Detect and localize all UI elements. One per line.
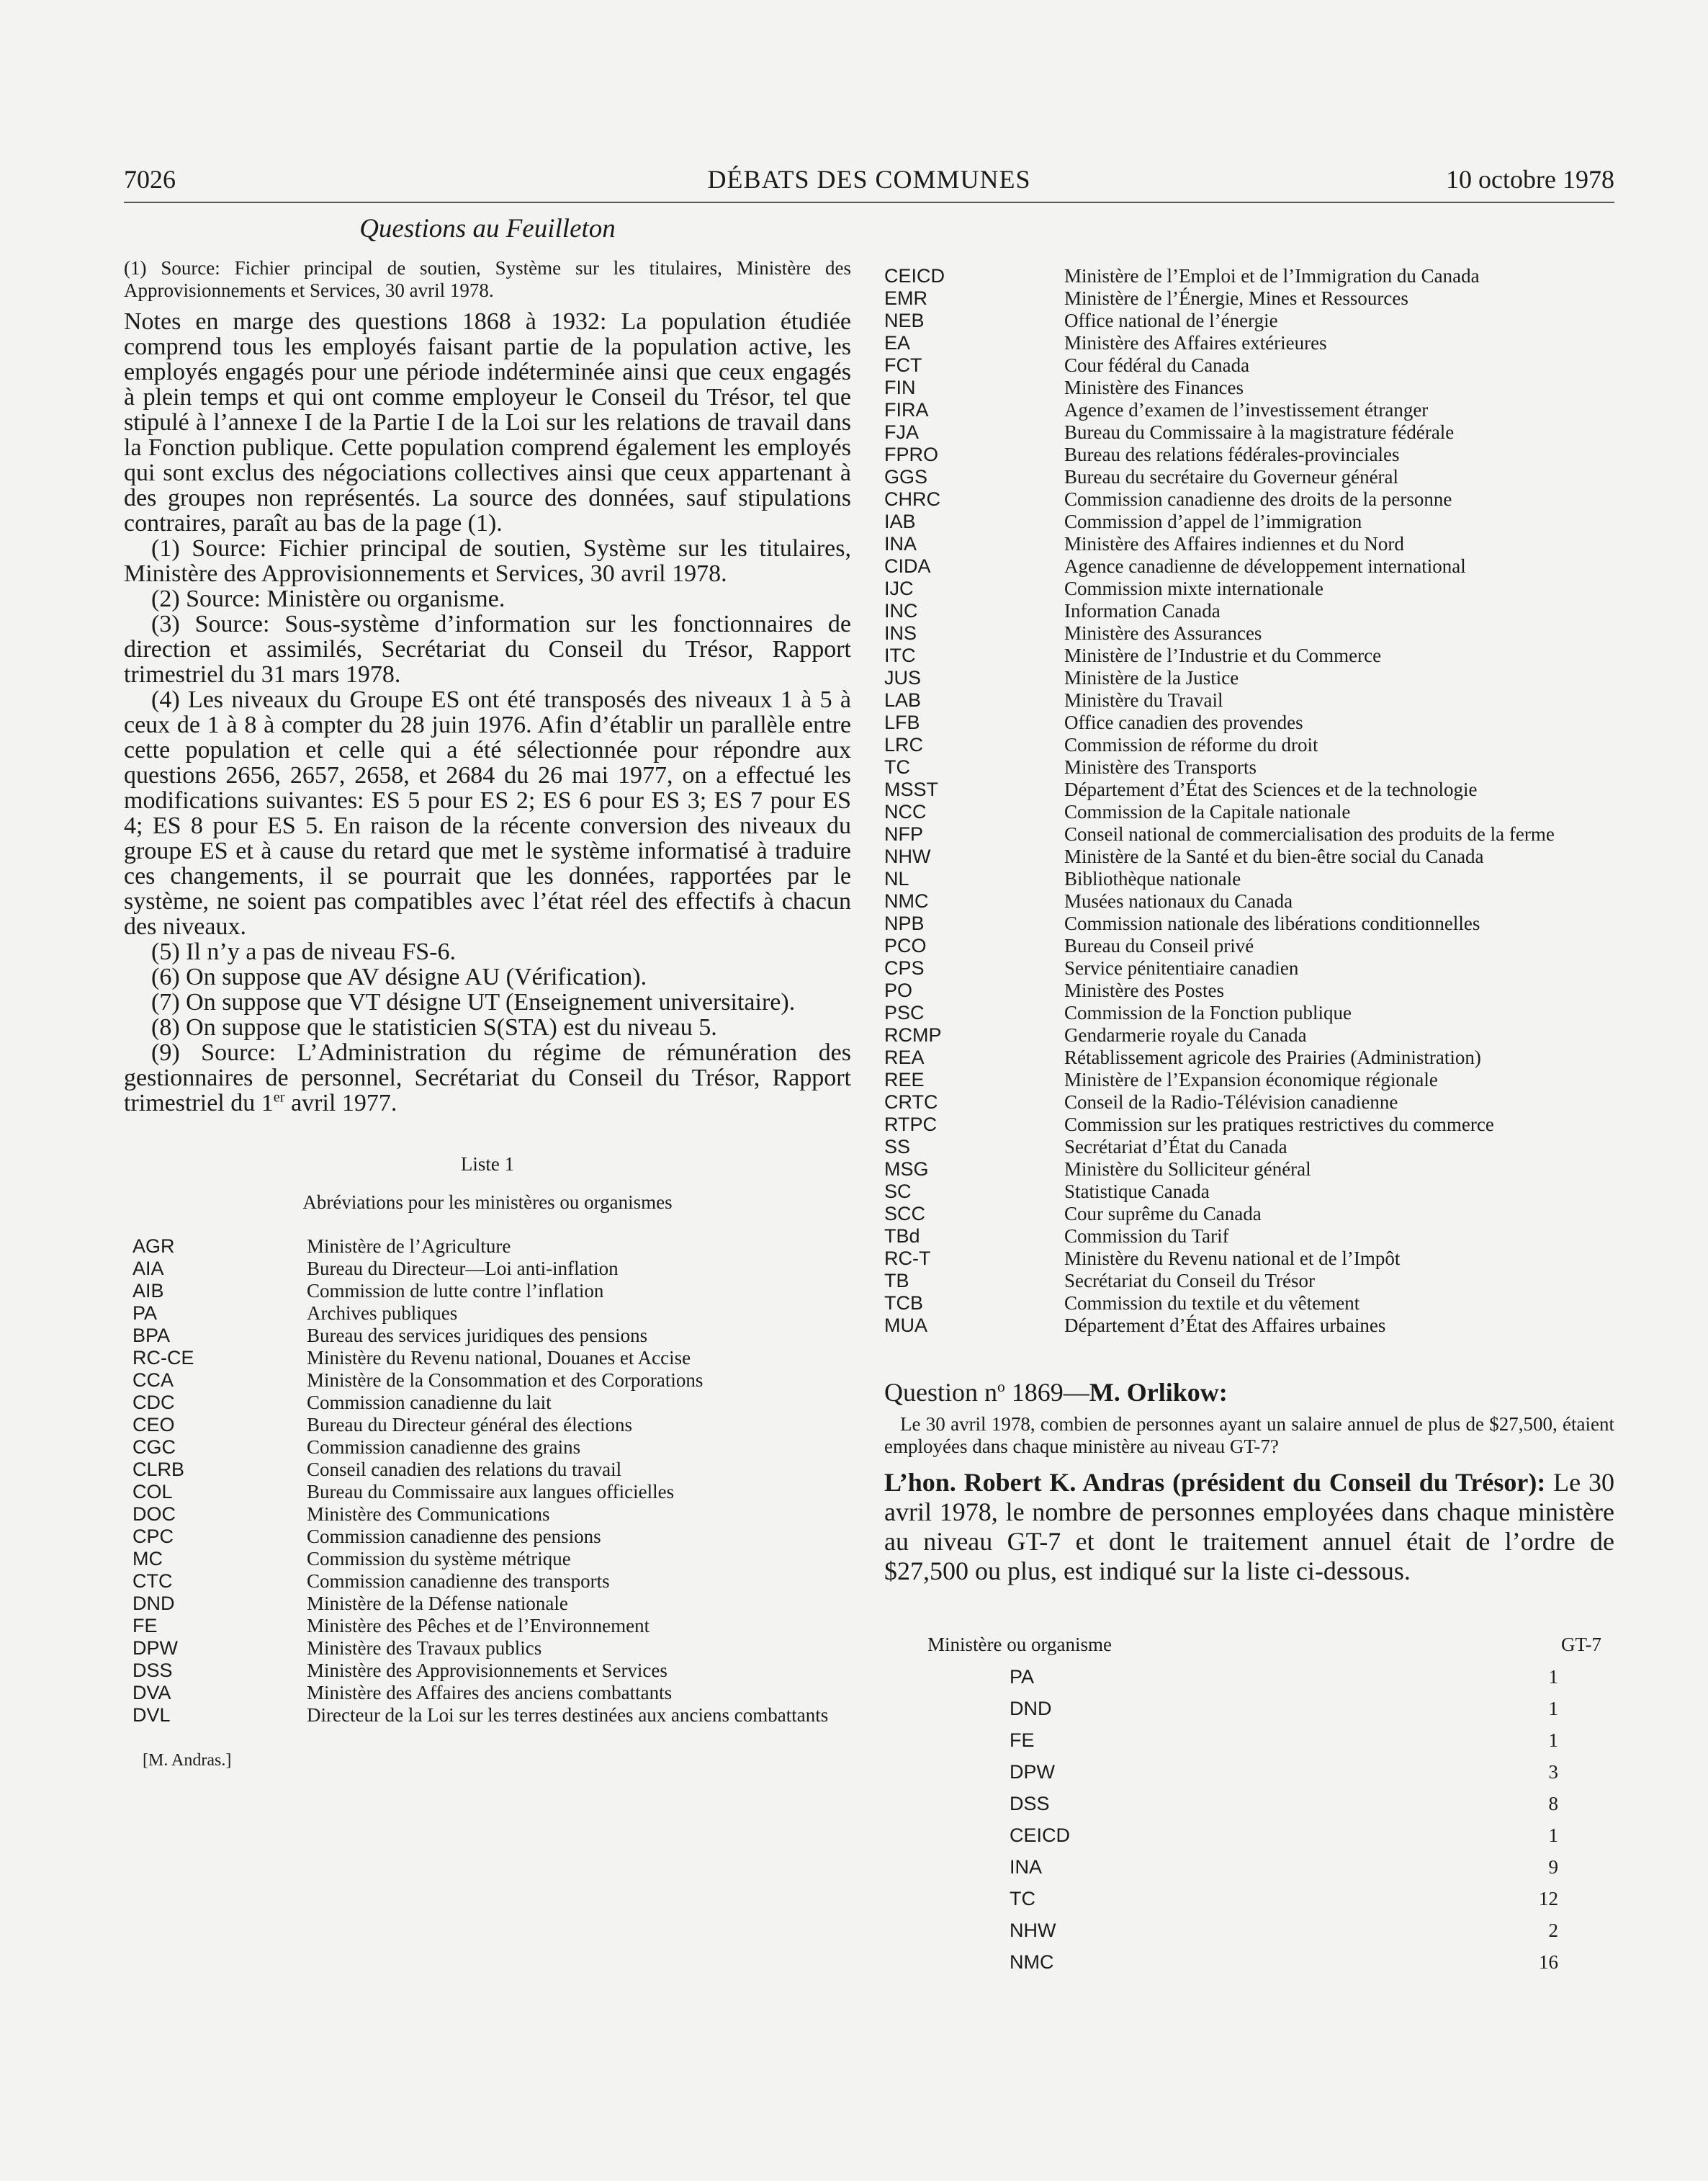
abbreviation-code: NEB xyxy=(884,310,925,331)
abbreviation-name: Commission de réforme du droit xyxy=(1064,734,1318,756)
abbreviation-code: FIN xyxy=(884,377,916,398)
abbreviation-name: Ministère des Travaux publics xyxy=(307,1637,542,1659)
abbreviation-name: Conseil canadien des relations du travail xyxy=(307,1459,622,1480)
abbreviation-name: Commission du système métrique xyxy=(307,1548,571,1569)
abbreviation-row xyxy=(884,1158,1614,1181)
abbreviation-row xyxy=(884,533,1614,555)
abbreviation-code: LAB xyxy=(884,689,922,711)
abbreviation-code: PSC xyxy=(884,1002,925,1024)
abbreviation-row xyxy=(884,689,1614,712)
abbreviation-name: Commission sur les pratiques restrictives du commerce xyxy=(1064,1114,1494,1135)
abbreviation-code: MSG xyxy=(884,1158,929,1180)
abbreviation-code: CPS xyxy=(884,957,925,979)
abbreviation-name: Information Canada xyxy=(1064,600,1221,622)
gt7-table xyxy=(884,1634,1614,1978)
abbreviation-name: Département d’État des Sciences et de la technologie xyxy=(1064,779,1478,800)
abbreviation-row xyxy=(124,1704,851,1727)
answer-text: L’hon. Robert K. Andras (président du Conseil du Trésor): Le 30 avril 1978, le nombre de personnes employées dans chaque ministère au niveau GT-7 et dont le traitement annuel était de l’ordre de $27,500 ou plus, est indiqué sur la liste ci-dessous. xyxy=(884,1468,1614,1585)
abbreviation-row xyxy=(884,667,1614,689)
abbreviation-code: MUA xyxy=(884,1315,927,1336)
abbreviation-name: Commission du textile et du vêtement xyxy=(1064,1292,1360,1314)
abbreviation-row xyxy=(124,1436,851,1459)
abbreviation-row xyxy=(884,488,1614,511)
abbreviation-code: CCA xyxy=(132,1369,174,1391)
table-cell-count: 12 xyxy=(1539,1888,1558,1909)
abbreviation-code: IAB xyxy=(884,511,916,532)
table-row xyxy=(884,1914,1614,1946)
abbreviation-code: CDC xyxy=(132,1392,175,1413)
abbreviation-name: Gendarmerie royale du Canada xyxy=(1064,1024,1307,1046)
abbreviation-name: Agence d’examen de l’investissement étranger xyxy=(1064,399,1429,421)
abbreviation-code: TBd xyxy=(884,1225,920,1247)
abbreviation-code: CEICD xyxy=(884,265,945,287)
abbreviation-row xyxy=(884,1292,1614,1315)
abbreviation-row xyxy=(884,1136,1614,1158)
abbreviation-name: Bureau des relations fédérales-provinciales xyxy=(1064,444,1400,465)
abbreviation-code: MSST xyxy=(884,779,939,800)
abbreviation-row xyxy=(124,1660,851,1682)
abbreviation-name: Commission du Tarif xyxy=(1064,1225,1229,1247)
abbreviation-code: FIRA xyxy=(884,399,929,421)
table-cell-count: 1 xyxy=(1548,1824,1558,1846)
abbreviation-row xyxy=(124,1459,851,1481)
abbreviation-code: NFP xyxy=(884,823,923,845)
abbreviation-row xyxy=(884,779,1614,801)
abbreviation-name: Ministère de l’Expansion économique régionale xyxy=(1064,1069,1438,1090)
abbreviation-code: LRC xyxy=(884,734,924,756)
abbreviation-name: Secrétariat d’État du Canada xyxy=(1064,1136,1287,1157)
abbreviation-row xyxy=(884,913,1614,935)
abbreviation-row xyxy=(884,287,1614,310)
abbreviation-code: INC xyxy=(884,600,918,622)
abbreviation-name: Bibliothèque nationale xyxy=(1064,868,1241,890)
abbreviation-name: Commission canadienne du lait xyxy=(307,1392,552,1413)
table-cell-org: PA xyxy=(1010,1666,1035,1688)
abbreviation-name: Commission mixte internationale xyxy=(1064,578,1323,599)
table-row xyxy=(884,1661,1614,1693)
abbreviation-code: CIDA xyxy=(884,555,931,577)
abbreviation-name: Office national de l’énergie xyxy=(1064,310,1278,331)
abbreviation-row xyxy=(124,1325,851,1347)
abbreviation-name: Bureau du Commissaire aux langues officielles xyxy=(307,1481,675,1502)
abbreviation-row xyxy=(884,1225,1614,1248)
abbreviation-row xyxy=(884,622,1614,645)
abbreviation-name: Bureau du Commissaire à la magistrature fédérale xyxy=(1064,421,1455,443)
abbreviation-code: EMR xyxy=(884,287,927,309)
paragraph: (4) Les niveaux du Groupe ES ont été transposés des niveaux 1 à 5 à ceux de 1 à 8 à compter du 28 juin 1976. Afin d’établir un parallèle entre cette population et celle qui a été sélectionnée pour répondre aux questions 2656, 2657, 2658, et 2684 du 26 mai 1977, on a effectué les modifications suivantes: ES 5 pour ES 2; ES 6 pour ES 3; ES 7 pour ES 4; ES 8 pour ES 5. En raison de la récente conversion des niveaux du groupe ES et à cause du retard que met le système informatisé à traduire ces changements, il se pourrait que les données, rapportées par le système, ne soient pas compatibles avec l’état réel des effectifs à chacun des niveaux. xyxy=(124,686,851,940)
abbreviation-code: SC xyxy=(884,1181,912,1202)
abbreviation-row xyxy=(884,1203,1614,1225)
abbreviation-name: Ministère de l’Agriculture xyxy=(307,1235,511,1257)
abbreviation-name: Ministère de l’Énergie, Mines et Ressources xyxy=(1064,287,1408,309)
abbreviation-row xyxy=(884,1181,1614,1203)
abbreviation-row xyxy=(884,1091,1614,1114)
table-row xyxy=(884,1756,1614,1788)
abbreviation-name: Commission canadienne des droits de la personne xyxy=(1064,488,1452,510)
abbreviation-name: Ministère du Revenu national et de l’Impôt xyxy=(1064,1248,1401,1269)
abbreviation-code: FPRO xyxy=(884,444,939,465)
abbreviation-name: Ministère des Transports xyxy=(1064,756,1257,778)
answer-speaker: L’hon. Robert K. Andras (président du Conseil du Trésor): xyxy=(884,1468,1546,1497)
abbreviation-code: COL xyxy=(132,1481,173,1502)
paragraph: (2) Source: Ministère ou organisme. xyxy=(151,586,505,612)
abbreviation-row xyxy=(884,756,1614,779)
abbreviation-code: TC xyxy=(884,756,910,778)
table-header xyxy=(884,1634,1614,1655)
abbreviation-name: Ministère des Postes xyxy=(1064,980,1224,1001)
right-column xyxy=(884,265,1614,1978)
publication-title: DÉBATS DES COMMUNES xyxy=(707,165,1031,194)
table-cell-count: 8 xyxy=(1548,1793,1558,1814)
paragraph: Notes en marge des questions 1868 à 1932: La population étudiée comprend tous les employés faisant partie de la population active, les employés engagés pour une période indéterminée ainsi que ceux engagés à plein temps et qui ont comme employeur le Conseil du Trésor, tel que stipulé à l’annexe I de la Partie I de la Loi sur les relations de travail dans la Fonction publique. Cette population comprend également les employés qui sont exclus des négociations collectives ainsi que ceux appartenant à des groupes non représentés. La source des données, sauf stipulations contraires, paraît au bas de la page (1). xyxy=(124,308,851,537)
abbreviation-name: Ministère des Affaires indiennes et du Nord xyxy=(1064,533,1404,555)
abbreviation-name: Agence canadienne de développement international xyxy=(1064,555,1466,577)
abbreviation-code: CRTC xyxy=(884,1091,938,1113)
abbreviation-row xyxy=(884,377,1614,399)
abbreviation-row xyxy=(124,1235,851,1258)
left-column xyxy=(124,213,851,1770)
abbreviation-row xyxy=(884,846,1614,868)
liste-subtitle: Abréviations pour les ministères ou organismes xyxy=(302,1191,673,1213)
abbreviation-row xyxy=(884,1024,1614,1047)
abbreviation-code: DSS xyxy=(132,1660,173,1681)
abbreviation-row xyxy=(124,1280,851,1302)
abbreviation-code: RC-T xyxy=(884,1248,931,1269)
abbreviation-code: NCC xyxy=(884,801,927,823)
abbreviation-name: Archives publiques xyxy=(307,1302,458,1324)
abbreviation-list-right xyxy=(884,265,1614,1337)
abbreviation-code: NMC xyxy=(884,890,929,912)
abbreviation-name: Conseil de la Radio-Télévision canadienne xyxy=(1064,1091,1398,1113)
abbreviation-row xyxy=(124,1302,851,1325)
abbreviation-code: FJA xyxy=(884,421,920,443)
abbreviation-row xyxy=(884,578,1614,600)
abbreviation-row xyxy=(884,1002,1614,1024)
table-cell-org: DPW xyxy=(1010,1761,1055,1783)
table-cell-count: 9 xyxy=(1548,1856,1558,1878)
abbreviation-row xyxy=(884,354,1614,377)
abbreviation-name: Directeur de la Loi sur les terres destinées aux anciens combattants xyxy=(307,1704,829,1726)
abbreviation-name: Office canadien des provendes xyxy=(1064,712,1303,733)
abbreviation-name: Ministère de la Défense nationale xyxy=(307,1593,568,1614)
abbreviation-row xyxy=(884,801,1614,823)
abbreviation-code: SS xyxy=(884,1136,911,1157)
paragraph: (7) On suppose que VT désigne UT (Enseignement universitaire). xyxy=(151,989,796,1016)
abbreviation-name: Ministère du Travail xyxy=(1064,689,1223,711)
abbreviation-row xyxy=(884,1069,1614,1091)
header-org: Ministère ou organisme xyxy=(927,1634,1112,1655)
abbreviation-row xyxy=(884,712,1614,734)
abbreviation-name: Musées nationaux du Canada xyxy=(1064,890,1293,912)
table-cell-count: 1 xyxy=(1548,1698,1558,1719)
abbreviation-name: Statistique Canada xyxy=(1064,1181,1210,1202)
table-row xyxy=(884,1788,1614,1819)
abbreviation-name: Bureau des services juridiques des pensions xyxy=(307,1325,648,1346)
table-row xyxy=(884,1724,1614,1756)
abbreviation-name: Commission de la Fonction publique xyxy=(1064,1002,1352,1024)
table-cell-count: 2 xyxy=(1548,1920,1558,1941)
question-title: Question $n^o$ 1869—M. Orlikow: xyxy=(884,1378,1228,1407)
abbreviation-name: Bureau du secrétaire du Governeur général xyxy=(1064,466,1399,488)
abbreviation-code: CPC xyxy=(132,1526,174,1547)
paragraph-last: (9) Source: L’Administration du régime de rémunération des gestionnaires de personnel, Secrétariat du Conseil du Trésor, Rapport trimestriel du 1er avril 1977. xyxy=(124,1039,851,1116)
paragraph: (1) Source: Fichier principal de soutien, Système sur les titulaires, Ministère des Approvisionnements et Services, 30 avril 1978. xyxy=(124,535,851,587)
abbreviation-code: LFB xyxy=(884,712,920,733)
abbreviation-name: Ministère des Pêches et de l’Environnement xyxy=(307,1615,650,1636)
abbreviation-code: SCC xyxy=(884,1203,926,1224)
abbreviation-name: Commission canadienne des transports xyxy=(307,1570,610,1592)
abbreviation-list-left xyxy=(124,1235,851,1727)
abbreviation-code: REA xyxy=(884,1047,925,1068)
abbreviation-name: Ministère des Affaires des anciens combattants xyxy=(307,1682,673,1703)
abbreviation-name: Ministère des Communications xyxy=(307,1503,550,1525)
table-cell-org: NMC xyxy=(1010,1951,1054,1973)
abbreviation-row xyxy=(124,1392,851,1414)
table-cell-count: 3 xyxy=(1548,1761,1558,1783)
abbreviation-row xyxy=(884,332,1614,354)
header-gt7: GT-7 xyxy=(1560,1634,1601,1655)
table-cell-org: FE xyxy=(1010,1729,1035,1751)
abbreviation-code: CHRC xyxy=(884,488,940,510)
abbreviation-row xyxy=(884,444,1614,466)
abbreviation-code: PA xyxy=(132,1302,158,1324)
abbreviation-row xyxy=(884,310,1614,332)
abbreviation-name: Ministère des Finances xyxy=(1064,377,1244,398)
notes-body xyxy=(124,309,851,1116)
abbreviation-code: TB xyxy=(884,1270,909,1291)
abbreviation-code: EA xyxy=(884,332,911,354)
abbreviation-name: Ministère de la Consommation et des Corporations xyxy=(307,1369,704,1391)
abbreviation-row xyxy=(884,890,1614,913)
table-row xyxy=(884,1946,1614,1978)
abbreviation-code: RC-CE xyxy=(132,1347,194,1369)
paragraph: (8) On suppose que le statisticien S(STA) est du niveau 5. xyxy=(151,1014,717,1041)
abbreviation-code: INS xyxy=(884,622,917,644)
abbreviation-code: FE xyxy=(132,1615,158,1636)
abbreviation-code: DOC xyxy=(132,1503,176,1525)
abbreviation-row xyxy=(884,600,1614,622)
abbreviation-name: Département d’État des Affaires urbaines xyxy=(1064,1315,1386,1336)
table-row xyxy=(884,1819,1614,1851)
table-body xyxy=(884,1661,1614,1978)
abbreviation-row xyxy=(124,1637,851,1660)
table-cell-org: DSS xyxy=(1010,1793,1050,1814)
abbreviation-row xyxy=(124,1526,851,1548)
abbreviation-name: Ministère du Solliciteur général xyxy=(1064,1158,1311,1180)
abbreviation-row xyxy=(884,645,1614,667)
page-number: 7026 xyxy=(124,165,176,194)
liste-title: Liste 1 xyxy=(460,1153,515,1175)
abbreviation-code: NHW xyxy=(884,846,931,867)
abbreviation-row xyxy=(124,1258,851,1280)
abbreviation-code: AIA xyxy=(132,1258,164,1279)
abbreviation-code: BPA xyxy=(132,1325,171,1346)
abbreviation-code: RCMP xyxy=(884,1024,942,1046)
abbreviation-code: AIB xyxy=(132,1280,164,1302)
abbreviation-code: NL xyxy=(884,868,909,890)
abbreviation-name: Ministère des Approvisionnements et Services xyxy=(307,1660,668,1681)
abbreviation-name: Ministère des Assurances xyxy=(1064,622,1262,644)
abbreviation-code: CTC xyxy=(132,1570,173,1592)
abbreviation-code: DVL xyxy=(132,1704,171,1726)
abbreviation-row xyxy=(884,1114,1614,1136)
table-cell-org: DND xyxy=(1010,1698,1052,1719)
abbreviation-code: CEO xyxy=(132,1414,175,1436)
abbreviation-row xyxy=(884,957,1614,980)
speaker-note: [M. Andras.] xyxy=(143,1751,232,1770)
abbreviation-code: RTPC xyxy=(884,1114,938,1135)
abbreviation-row xyxy=(884,1047,1614,1069)
abbreviation-code: TCB xyxy=(884,1292,923,1314)
abbreviation-name: Commission canadienne des pensions xyxy=(307,1526,601,1547)
abbreviation-code: GGS xyxy=(884,466,928,488)
abbreviation-code: CGC xyxy=(132,1436,176,1458)
abbreviation-row xyxy=(884,734,1614,756)
abbreviation-code: FCT xyxy=(884,354,922,376)
abbreviation-code: JUS xyxy=(884,667,922,689)
abbreviation-row xyxy=(124,1593,851,1615)
section-title: Questions au Feuilleton xyxy=(359,214,616,243)
abbreviation-code: AGR xyxy=(132,1235,175,1257)
abbreviation-name: Conseil national de commercialisation des produits de la ferme xyxy=(1064,823,1555,845)
abbreviation-row xyxy=(884,421,1614,444)
table-cell-org: TC xyxy=(1010,1888,1035,1909)
table-row xyxy=(884,1851,1614,1883)
abbreviation-code: MC xyxy=(132,1548,163,1569)
abbreviation-name: Commission canadienne des grains xyxy=(307,1436,581,1458)
abbreviation-code: DND xyxy=(132,1593,175,1614)
abbreviation-name: Ministère de la Santé et du bien-être social du Canada xyxy=(1064,846,1484,867)
table-cell-count: 16 xyxy=(1539,1951,1558,1973)
source-note: (1) Source: Fichier principal de soutien, Système sur les titulaires, Ministère des Approvisionnements et Services, 30 avril 1978. xyxy=(124,257,851,301)
abbreviation-name: Secrétariat du Conseil du Trésor xyxy=(1064,1270,1315,1291)
abbreviation-code: PCO xyxy=(884,935,927,957)
abbreviation-code: DPW xyxy=(132,1637,178,1659)
abbreviation-code: INA xyxy=(884,533,917,555)
abbreviation-code: DVA xyxy=(132,1682,171,1703)
abbreviation-code: PO xyxy=(884,980,913,1001)
table-row xyxy=(884,1693,1614,1724)
abbreviation-name: Ministère des Affaires extérieures xyxy=(1064,332,1327,354)
abbreviation-row xyxy=(124,1615,851,1637)
abbreviation-name: Cour suprême du Canada xyxy=(1064,1203,1262,1224)
abbreviation-name: Commission nationale des libérations conditionnelles xyxy=(1064,913,1480,934)
paragraph: (5) Il n’y a pas de niveau FS-6. xyxy=(151,939,457,965)
paragraph: (6) On suppose que AV désigne AU (Vérification). xyxy=(151,964,647,990)
abbreviation-row xyxy=(124,1414,851,1436)
abbreviation-row xyxy=(884,980,1614,1002)
abbreviation-row xyxy=(884,399,1614,421)
abbreviation-code: ITC xyxy=(884,645,916,666)
abbreviation-row xyxy=(124,1503,851,1526)
abbreviation-name: Ministère de la Justice xyxy=(1064,667,1239,689)
publication-date: 10 octobre 1978 xyxy=(1446,165,1614,194)
abbreviation-row xyxy=(884,935,1614,957)
abbreviation-code: REE xyxy=(884,1069,925,1090)
abbreviation-row xyxy=(124,1548,851,1570)
abbreviation-name: Ministère du Revenu national, Douanes et Accise xyxy=(307,1347,691,1369)
abbreviation-row xyxy=(124,1347,851,1369)
abbreviation-row xyxy=(884,511,1614,533)
abbreviation-row xyxy=(124,1369,851,1392)
abbreviation-name: Commission d’appel de l’immigration xyxy=(1064,511,1362,532)
abbreviation-row xyxy=(884,823,1614,846)
table-cell-count: 1 xyxy=(1548,1666,1558,1688)
abbreviation-code: CLRB xyxy=(132,1459,185,1480)
abbreviation-name: Ministère de l’Industrie et du Commerce xyxy=(1064,645,1382,666)
abbreviation-row xyxy=(884,1315,1614,1337)
abbreviation-name: Bureau du Directeur—Loi anti-inflation xyxy=(307,1258,619,1279)
abbreviation-row xyxy=(124,1570,851,1593)
question-text: Le 30 avril 1978, combien de personnes ayant un salaire annuel de plus de $27,500, étaient employées dans chaque ministère au niveau GT-7? xyxy=(884,1413,1614,1457)
abbreviation-row xyxy=(884,868,1614,890)
abbreviation-code: NPB xyxy=(884,913,925,934)
abbreviation-row xyxy=(124,1481,851,1503)
table-cell-org: NHW xyxy=(1010,1920,1056,1941)
abbreviation-name: Bureau du Conseil privé xyxy=(1064,935,1254,957)
abbreviation-row xyxy=(884,265,1614,287)
table-cell-count: 1 xyxy=(1548,1729,1558,1751)
table-cell-org: CEICD xyxy=(1010,1824,1071,1846)
table-cell-org: INA xyxy=(1010,1856,1043,1878)
abbreviation-code: IJC xyxy=(884,578,914,599)
table-row xyxy=(884,1883,1614,1914)
paragraph: (3) Source: Sous-système d’information sur les fonctionnaires de direction et assimilés, Secrétariat du Conseil du Trésor, Rapport trimestriel du 31 mars 1978. xyxy=(124,611,851,688)
abbreviation-name: Ministère de l’Emploi et de l’Immigration du Canada xyxy=(1064,265,1480,287)
abbreviation-row xyxy=(884,1248,1614,1270)
abbreviation-row xyxy=(884,1270,1614,1292)
abbreviation-name: Commission de la Capitale nationale xyxy=(1064,801,1351,823)
abbreviation-row xyxy=(884,555,1614,578)
page-header xyxy=(124,164,1614,203)
abbreviation-name: Rétablissement agricole des Prairies (Administration) xyxy=(1064,1047,1481,1068)
abbreviation-row xyxy=(884,466,1614,488)
abbreviation-name: Service pénitentiaire canadien xyxy=(1064,957,1299,979)
abbreviation-row xyxy=(124,1682,851,1704)
abbreviation-name: Commission de lutte contre l’inflation xyxy=(307,1280,604,1302)
abbreviation-name: Bureau du Directeur général des élections xyxy=(307,1414,633,1436)
abbreviation-name: Cour fédéral du Canada xyxy=(1064,354,1250,376)
